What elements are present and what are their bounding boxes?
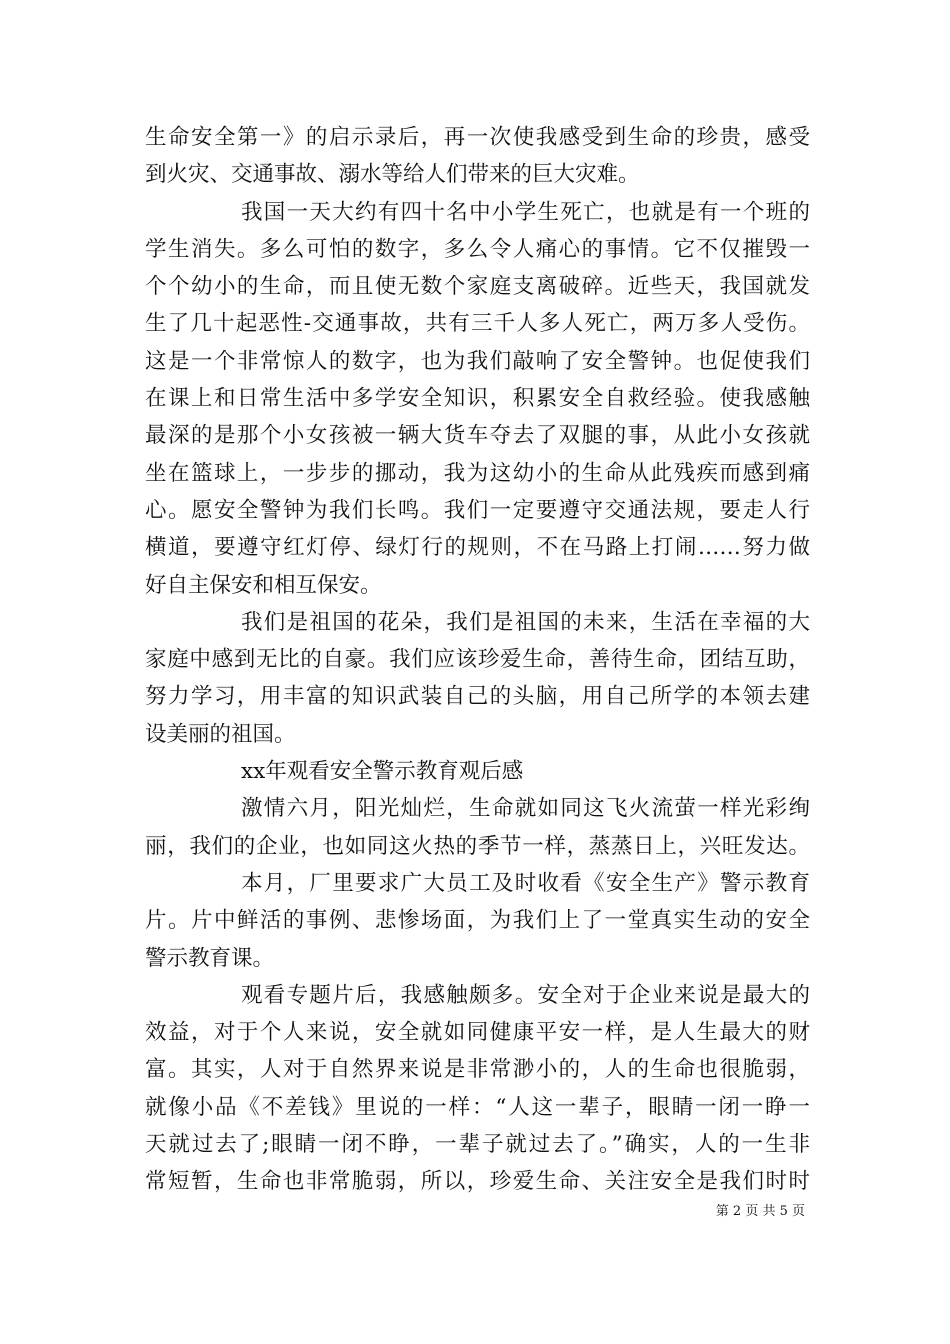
text-line: 富。其实，人对于自然界来说是非常渺小的，人的生命也很脆弱， xyxy=(145,1057,810,1083)
text-line: 最深的是那个小女孩被一辆大货车夺去了双腿的事，从此小女孩就 xyxy=(145,423,810,449)
text-line: 就像小品《不差钱》里说的一样：“人这一辈子，眼睛一闭一睁一 xyxy=(145,1094,810,1120)
text-line: 天就过去了;眼睛一闭不睁，一辈子就过去了。”确实，人的一生非 xyxy=(145,1132,810,1158)
text-line: 个个幼小的生命，而且使无数个家庭支离破碎。近些天，我国就发 xyxy=(145,274,810,300)
text-line: 警示教育课。 xyxy=(145,945,275,971)
text-line: 生了几十起恶性-交通事故，共有三千人多人死亡，两万多人受伤。 xyxy=(145,311,810,337)
text-line: 坐在篮球上，一步步的挪动，我为这幼小的生命从此残疾而感到痛 xyxy=(145,460,810,486)
text-line: 本月，厂里要求广大员工及时收看《安全生产》警示教育 xyxy=(241,870,810,896)
text-line: 设美丽的祖国。 xyxy=(145,721,296,747)
text-line: 到火灾、交通事故、溺水等给人们带来的巨大灾难。 xyxy=(145,162,640,188)
document-body xyxy=(145,119,810,1201)
text-line: 心。愿安全警钟为我们长鸣。我们一定要遵守交通法规，要走人行 xyxy=(145,497,810,523)
text-line: 我们是祖国的花朵，我们是祖国的未来，生活在幸福的大 xyxy=(241,609,810,635)
text-line: 激情六月，阳光灿烂，生命就如同这飞火流萤一样光彩绚 xyxy=(241,796,810,822)
text-line: 这是一个非常惊人的数字，也为我们敲响了安全警钟。也促使我们 xyxy=(145,348,810,374)
text-line: 片。片中鲜活的事例、悲惨场面，为我们上了一堂真实生动的安全 xyxy=(145,908,810,934)
text-line: 努力学习，用丰富的知识武装自己的头脑，用自己所学的本领去建 xyxy=(145,684,810,710)
text-line: 横道，要遵守红灯停、绿灯行的规则，不在马路上打闹……努力做 xyxy=(145,535,810,561)
text-line: 常短暂，生命也非常脆弱，所以，珍爱生命、关注安全是我们时时 xyxy=(145,1169,810,1195)
text-line: 效益，对于个人来说，安全就如同健康平安一样，是人生最大的财 xyxy=(145,1020,810,1046)
text-line: 我国一天大约有四十名中小学生死亡，也就是有一个班的 xyxy=(241,199,810,225)
text-line: 学生消失。多么可怕的数字，多么令人痛心的事情。它不仅摧毁一 xyxy=(145,236,810,262)
text-line: 丽，我们的企业，也如同这火热的季节一样，蒸蒸日上，兴旺发达。 xyxy=(145,833,810,859)
text-line: 好自主保安和相互保安。 xyxy=(145,572,382,598)
page-footer: 第 2 页 共 5 页 xyxy=(715,1204,805,1219)
text-line: 观看专题片后，我感触颇多。安全对于企业来说是最大的 xyxy=(241,982,810,1008)
text-line: 在课上和日常生活中多学安全知识，积累安全自救经验。使我感触 xyxy=(145,386,810,412)
text-line: 生命安全第一》的启示录后，再一次使我感受到生命的珍贵，感受 xyxy=(145,125,810,150)
section-title: xx年观看安全警示教育观后感 xyxy=(241,759,524,785)
text-line: 家庭中感到无比的自豪。我们应该珍爱生命，善待生命，团结互助， xyxy=(145,647,810,673)
